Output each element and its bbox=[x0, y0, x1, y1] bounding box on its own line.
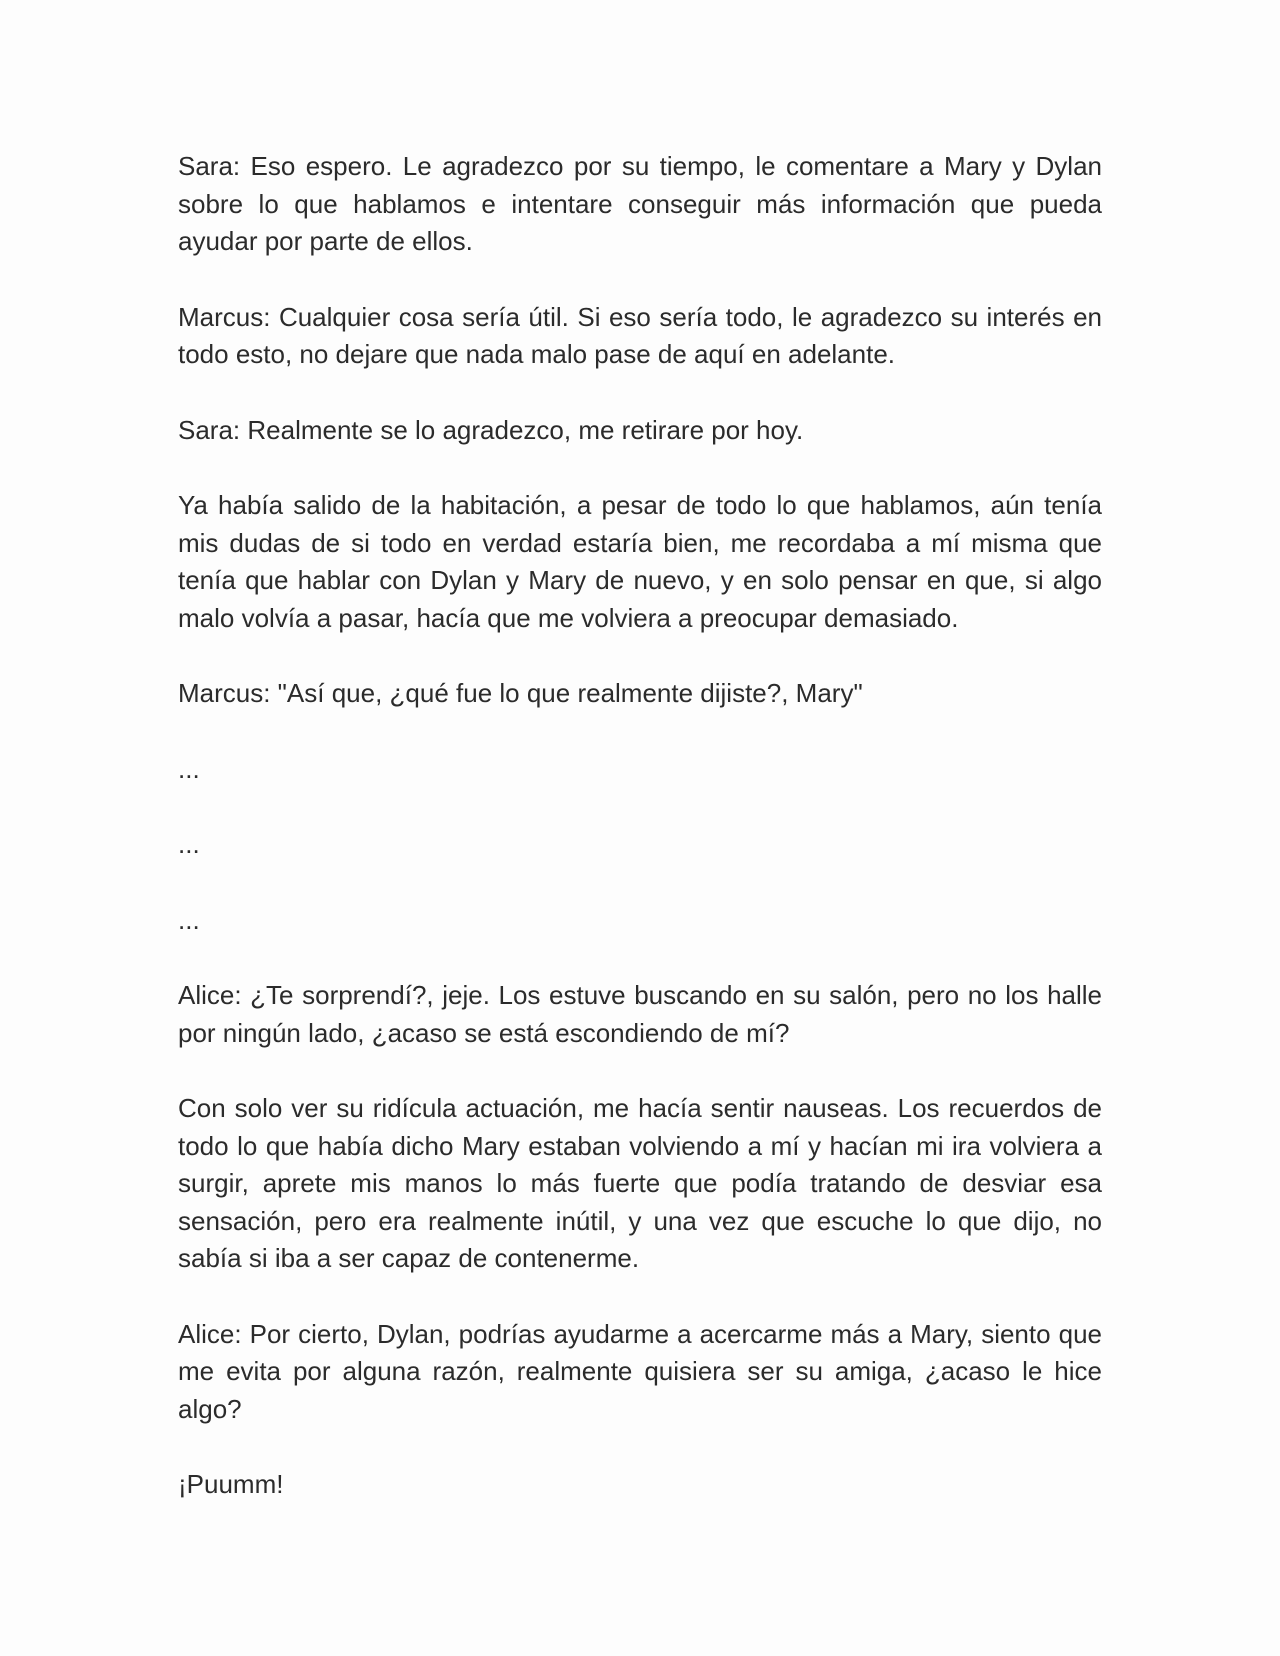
paragraph-marcus-reply: Marcus: Cualquier cosa sería útil. Si eso sería todo, le agradezco su interés en todo esto, no dejare que nada malo pase de aquí en adelante. bbox=[178, 301, 1102, 369]
paragraph-sara-thanks: Sara: Eso espero. Le agradezco por su tiempo, le comentare a Mary y Dylan sobre lo que hablamos e intentare conseguir más información que pueda ayudar por parte de ellos. bbox=[178, 151, 1102, 256]
paragraph-marcus-question: Marcus: "Así que, ¿qué fue lo que realmente dijiste?, Mary" bbox=[178, 678, 863, 708]
paragraph-sara-leaves: Sara: Realmente se lo agradezco, me retirare por hoy. bbox=[178, 414, 804, 445]
paragraph-narration-anger: Con solo ver su ridícula actuación, me hacía sentir nauseas. Los recuerdos de todo lo que había dicho Mary estaban volviendo a mí y hacían mi ira volviera a surgir, aprete mis manos lo más fuerte que podía tratando de desviar esa sensación, pero era realmente inútil, y una vez que escuche lo que dijo, no sabía si iba a ser capaz de contenerme. bbox=[178, 1093, 1102, 1273]
paragraph-narration-doubts: Ya había salido de la habitación, a pesar de todo lo que hablamos, aún tenía mis dudas de si todo en verdad estaría bien, me recordaba a mí misma que tenía que hablar con Dylan y Mary de nuevo, y en solo pensar en que, si algo malo volvía a pasar, hacía que me volviera a preocupar demasiado. bbox=[178, 490, 1102, 633]
paragraph-alice-request: Alice: Por cierto, Dylan, podrías ayudarme a acercarme más a Mary, siento que me evita por alguna razón, realmente quisiera ser su amiga, ¿acaso le hice algo? bbox=[178, 1318, 1102, 1424]
paragraph-puumm: ¡Puumm! bbox=[178, 1469, 284, 1499]
paragraph-alice-surprise: Alice: ¿Te sorprendí?, jeje. Los estuve buscando en su salón, pero no los halle por ningún lado, ¿acaso se está escondiendo de mí? bbox=[178, 980, 1102, 1048]
document-body bbox=[178, 148, 1102, 1542]
paragraph-ellipsis-3: ... bbox=[178, 904, 200, 935]
paragraph-ellipsis-2: ... bbox=[178, 829, 200, 859]
paragraph-ellipsis-1: ... bbox=[178, 753, 200, 784]
